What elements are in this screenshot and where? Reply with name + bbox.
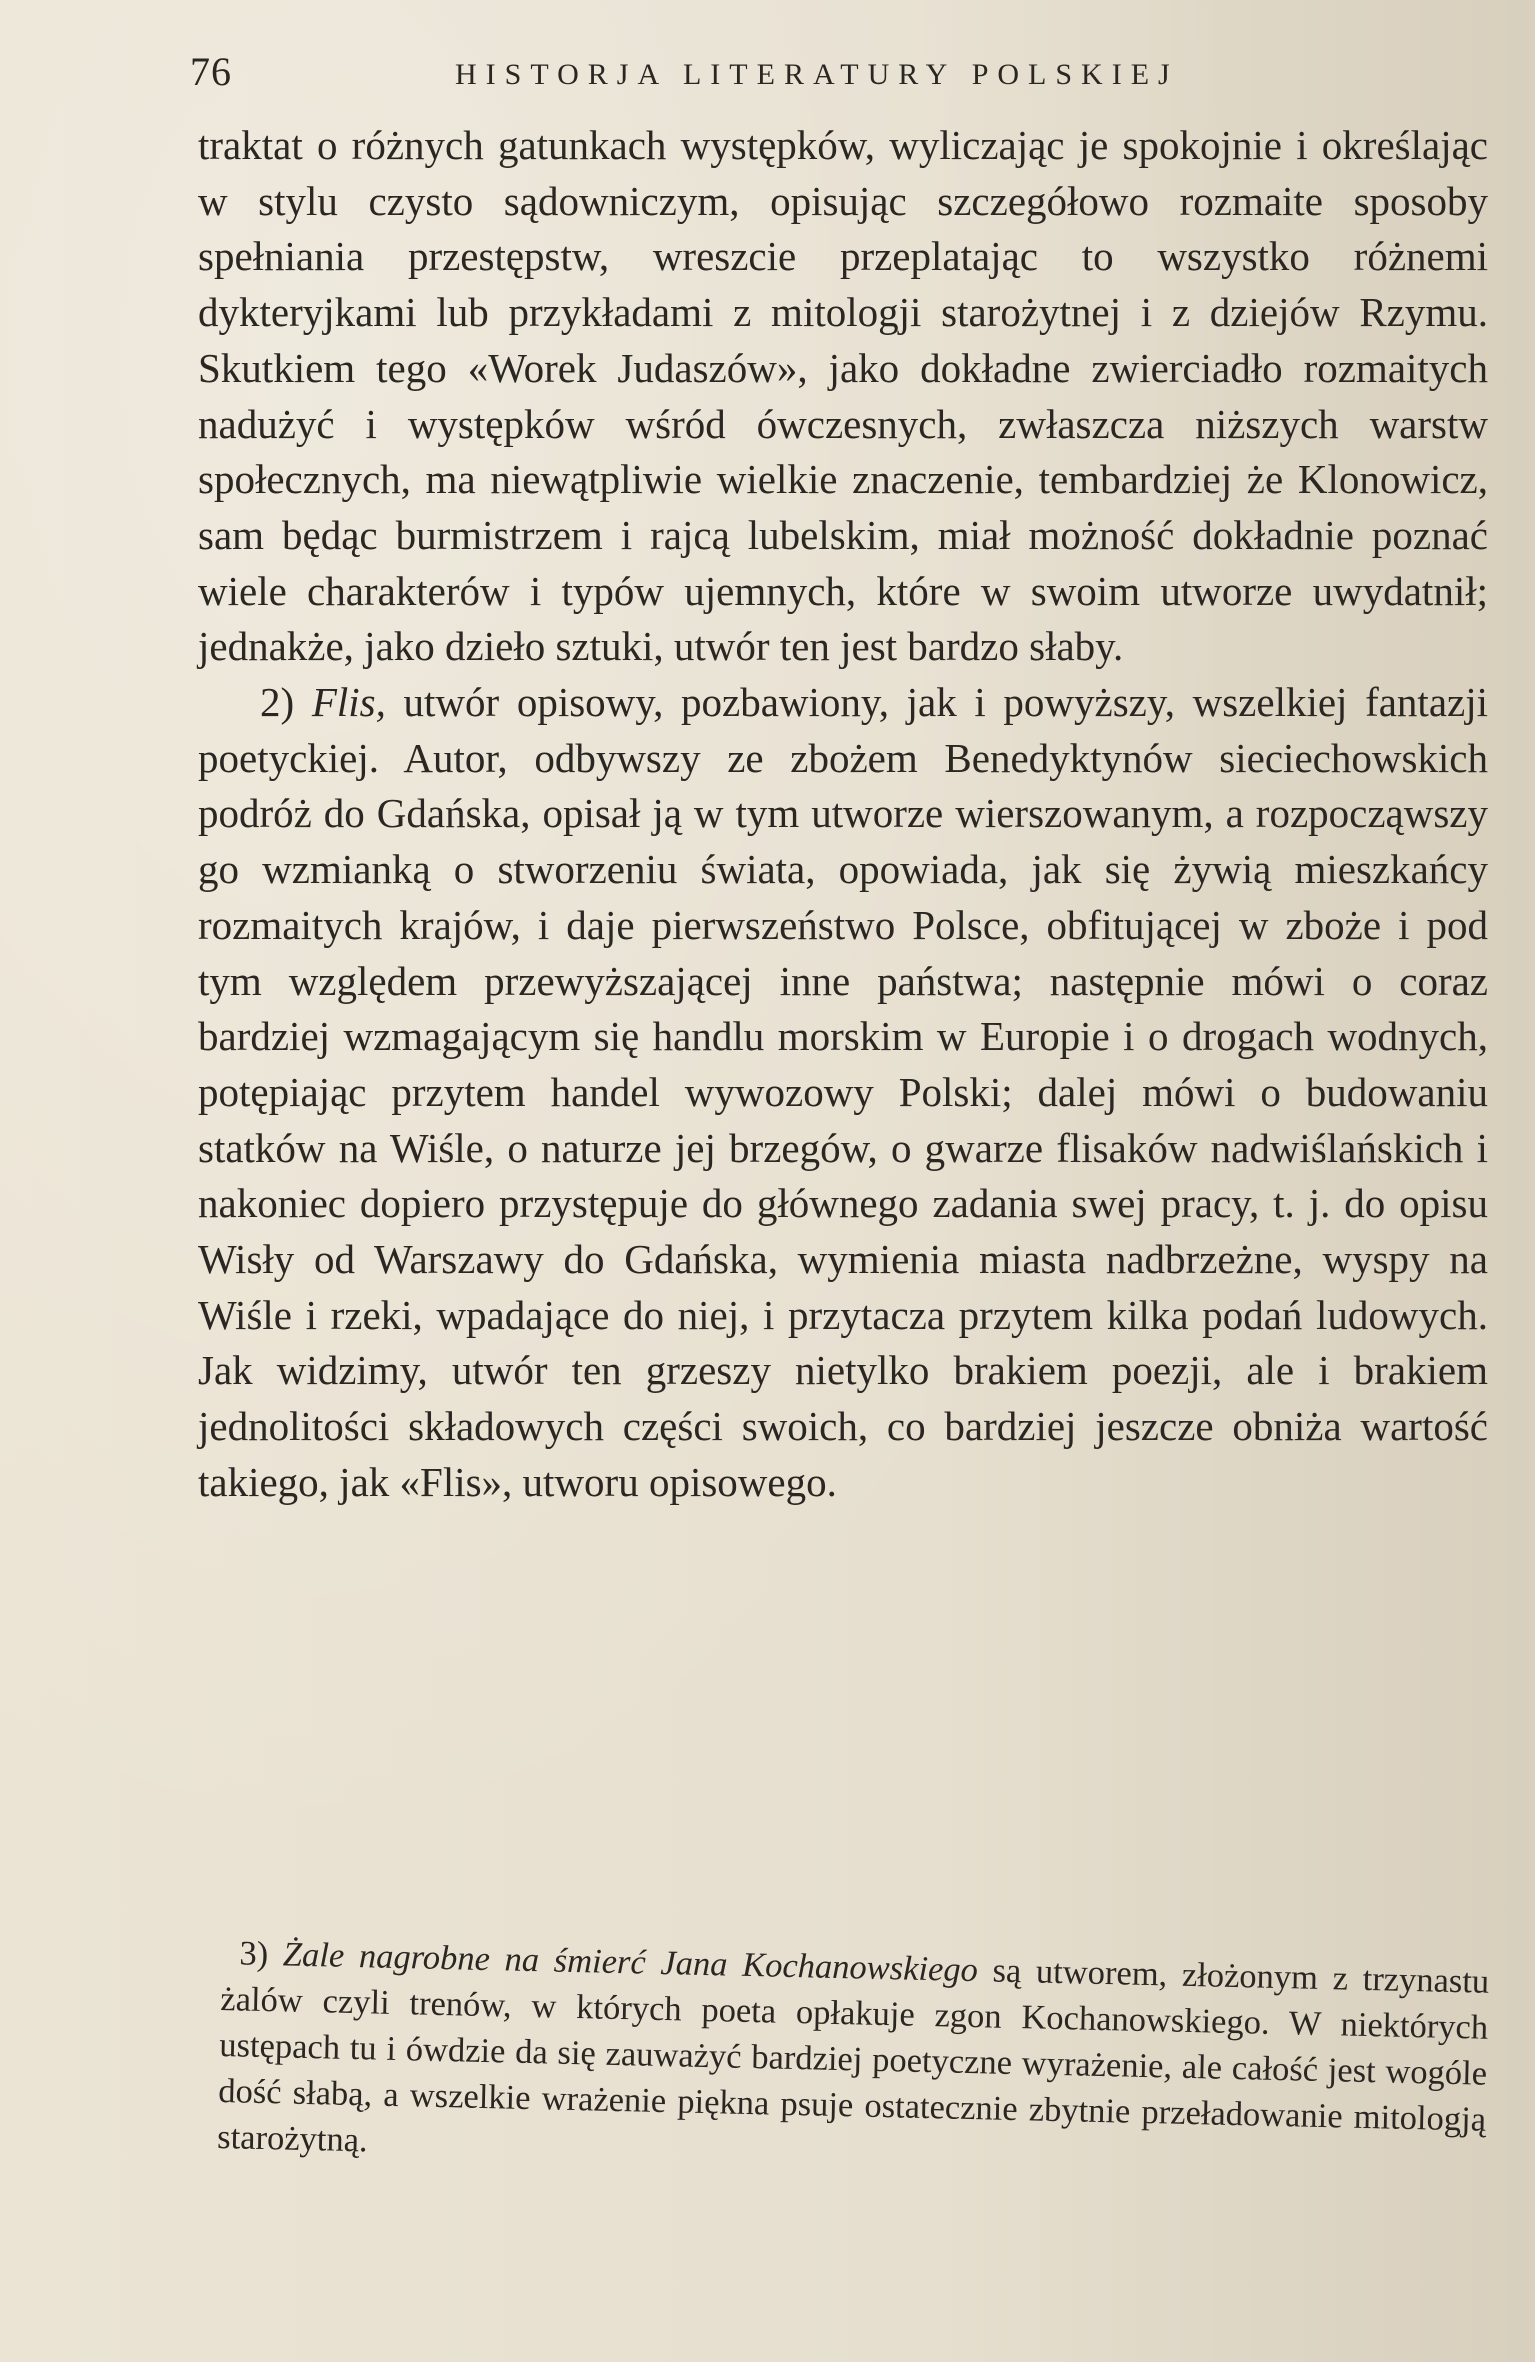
small-print-section [217,1930,1490,2189]
paragraph-zale-title: Żale nagrobne na śmierć Jana Kochanowskiego [282,1935,979,1990]
paragraph-zale-body: są utworem, złożonym z trzynastu żalów czyli trenów, w których poeta opłakuje zgon Kochanowskiego. W niektórych ustępach tu i ówdzie da się zauważyć bardziej poetyczne wyrażenie, ale całość jest wogóle dość słabą, a wszelkie wrażenie piękna psuje ostatecznie zbytnie przeładowanie mitologją starożytną. [216,1951,1490,2160]
paragraph-zale-number: 3) [239,1934,269,1974]
running-title: HISTORJA LITERATURY POLSKIEJ [455,58,1179,91]
paragraph-worek-judaszow: traktat o różnych gatunkach występków, wyliczając je spokojnie i określając w stylu czysto sądowniczym, opisując szczegółowo rozmaite sposoby spełniania przestępstw, wreszcie przeplatając to wszystko różnemi dykteryjkami lub przykładami z mitologji starożytnej i z dziejów Rzymu. Skutkiem tego «Worek Judaszów», jako dokładne zwierciadło rozmaitych nadużyć i występków wśród ówczesnych, zwłaszcza niższych warstw społecznych, ma niewątpliwie wielkie znaczenie, tembardziej że Klonowicz, sam będąc burmistrzem i rajcą lubelskim, miał możność dokładnie poznać wiele charakterów i typów ujemnych, które w swoim utworze uwydatnił; jednakże, jako dzieło sztuki, utwór ten jest bardzo słaby. [198,122,1488,670]
paragraph-zale-nagrobne [217,1930,1490,2189]
main-text-block [198,118,1488,1511]
paragraph-flis [198,675,1488,1511]
paragraph-flis-title: Flis, [311,679,386,726]
paragraph-flis-number: 2) [260,679,295,726]
paragraph-flis-body: utwór opisowy, pozbawiony, jak i powyższy, wszelkiej fantazji poetyckiej. Autor, odbywszy ze zbożem Benedyktynów sieciechowskich podróż do Gdańska, opisał ją w tym utworze wierszowanym, a rozpocząwszy go wzmianką o stworzeniu świata, opowiada, jak się żywią mieszkańcy rozmaitych krajów, i daje pierwszeństwo Polsce, obfitującej w zboże i pod tym względem przewyższającej inne państwa; następnie mówi o coraz bardziej wzmagającym się handlu morskim w Europie i o drogach wodnych, potępiając przytem handel wywozowy Polski; dalej mówi o budowaniu statków na Wiśle, o naturze jej brzegów, o gwarze flisaków nadwiślańskich i nakoniec dopiero przystępuje do głównego zadania swej pracy, t. j. do opisu Wisły od Warszawy do Gdańska, wymienia miasta nadbrzeżne, wyspy na Wiśle i rzeki, wpadające do niej, i przytacza przytem kilka podań ludowych. Jak widzimy, utwór ten grzeszy nietylko brakiem poezji, ale i brakiem jednolitości składowych części swoich, co bardziej jeszcze obniża wartość takiego, jak «Flis», utworu opisowego. [198,679,1489,1505]
page-header [190,48,1360,108]
page-number: 76 [190,49,232,94]
